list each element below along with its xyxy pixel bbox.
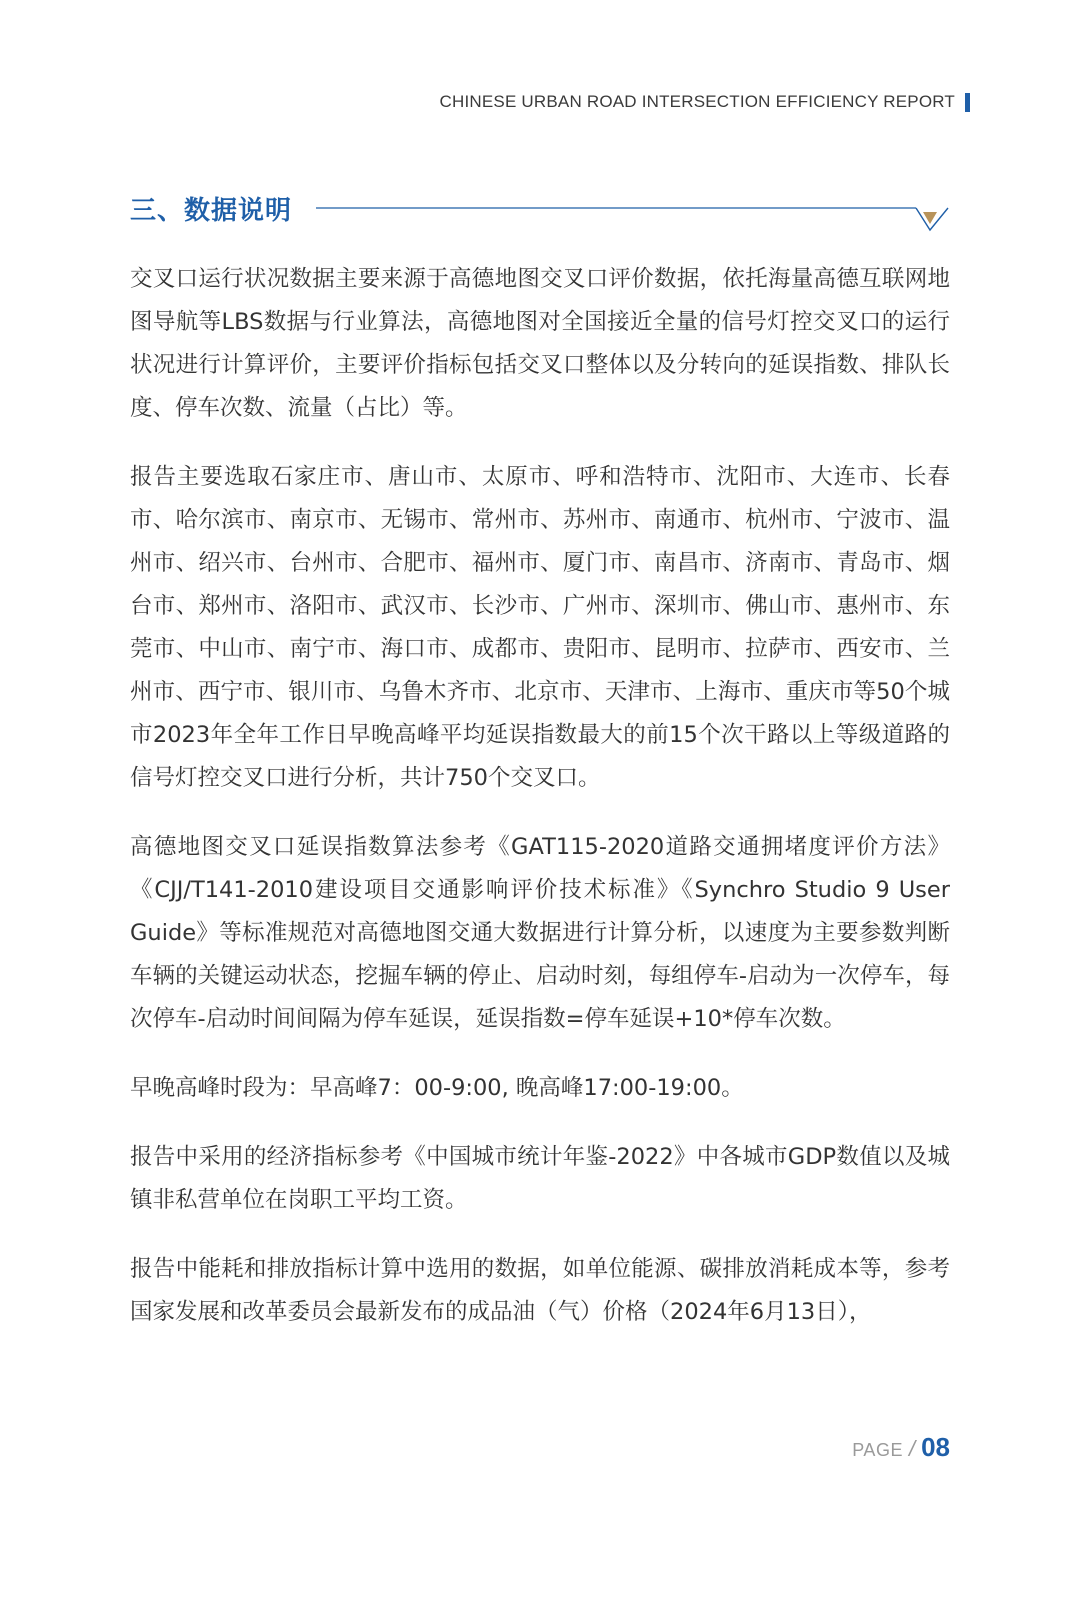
page-label: PAGE	[852, 1440, 903, 1460]
paragraph-algorithm: 高德地图交叉口延误指数算法参考《GAT115-2020道路交通拥堵度评价方法》《CJJ/T141-2010建设项目交通影响评价技术标准》《Synchro Studio 9 User Guide》等标准规范对高德地图交通大数据进行计算分析，以速度为主要参数判断车辆的关键运动状态，挖掘车辆的停止、启动时刻，每组停车-启动为一次停车，每次停车-启动时间间隔为停车延误，延误指数=停车延误+10*停车次数。	[130, 834, 950, 1032]
section-heading	[130, 190, 952, 236]
paragraph-data-source: 交叉口运行状况数据主要来源于高德地图交叉口评价数据，依托海量高德互联网地图导航等LBS数据与行业算法，高德地图对全国接近全量的信号灯控交叉口的运行状况进行计算评价，主要评价指标包括交叉口整体以及分转向的延误指数、排队长度、停车次数、流量（占比）等。	[130, 266, 950, 421]
section-title: 三、数据说明	[130, 196, 293, 226]
page-number-value: 08	[921, 1432, 950, 1462]
title-divider-arrow-icon	[316, 202, 952, 236]
header-accent-bar	[965, 93, 970, 112]
paragraph-city-selection: 报告主要选取石家庄市、唐山市、太原市、呼和浩特市、沈阳市、大连市、长春市、哈尔滨市、南京市、无锡市、常州市、苏州市、南通市、杭州市、宁波市、温州市、绍兴市、台州市、合肥市、福州市、厦门市、南昌市、济南市、青岛市、烟台市、郑州市、洛阳市、武汉市、长沙市、广州市、深圳市、佛山市、惠州市、东莞市、中山市、南宁市、海口市、成都市、贵阳市、昆明市、拉萨市、西安市、兰州市、西宁市、银川市、乌鲁木齐市、北京市、天津市、上海市、重庆市等50个城市2023年全年工作日早晚高峰平均延误指数最大的前15个次干路以上等级道路的信号灯控交叉口进行分析，共计750个交叉口。	[130, 464, 950, 791]
running-header	[440, 92, 970, 112]
report-title: CHINESE URBAN ROAD INTERSECTION EFFICIENCY REPORT	[439, 92, 955, 111]
body-text	[130, 258, 950, 1360]
page-separator: /	[908, 1436, 916, 1461]
paragraph-peak-hours: 早晚高峰时段为：早高峰7：00-9:00, 晚高峰17:00-19:00。	[130, 1075, 744, 1101]
paragraph-energy-emissions: 报告中能耗和排放指标计算中选用的数据，如单位能源、碳排放消耗成本等，参考国家发展和改革委员会最新发布的成品油（气）价格（2024年6月13日），	[130, 1256, 950, 1325]
paragraph-economic-indicators: 报告中采用的经济指标参考《中国城市统计年鉴-2022》中各城市GDP数值以及城镇非私营单位在岗职工平均工资。	[130, 1144, 950, 1213]
page-number	[852, 1432, 950, 1463]
